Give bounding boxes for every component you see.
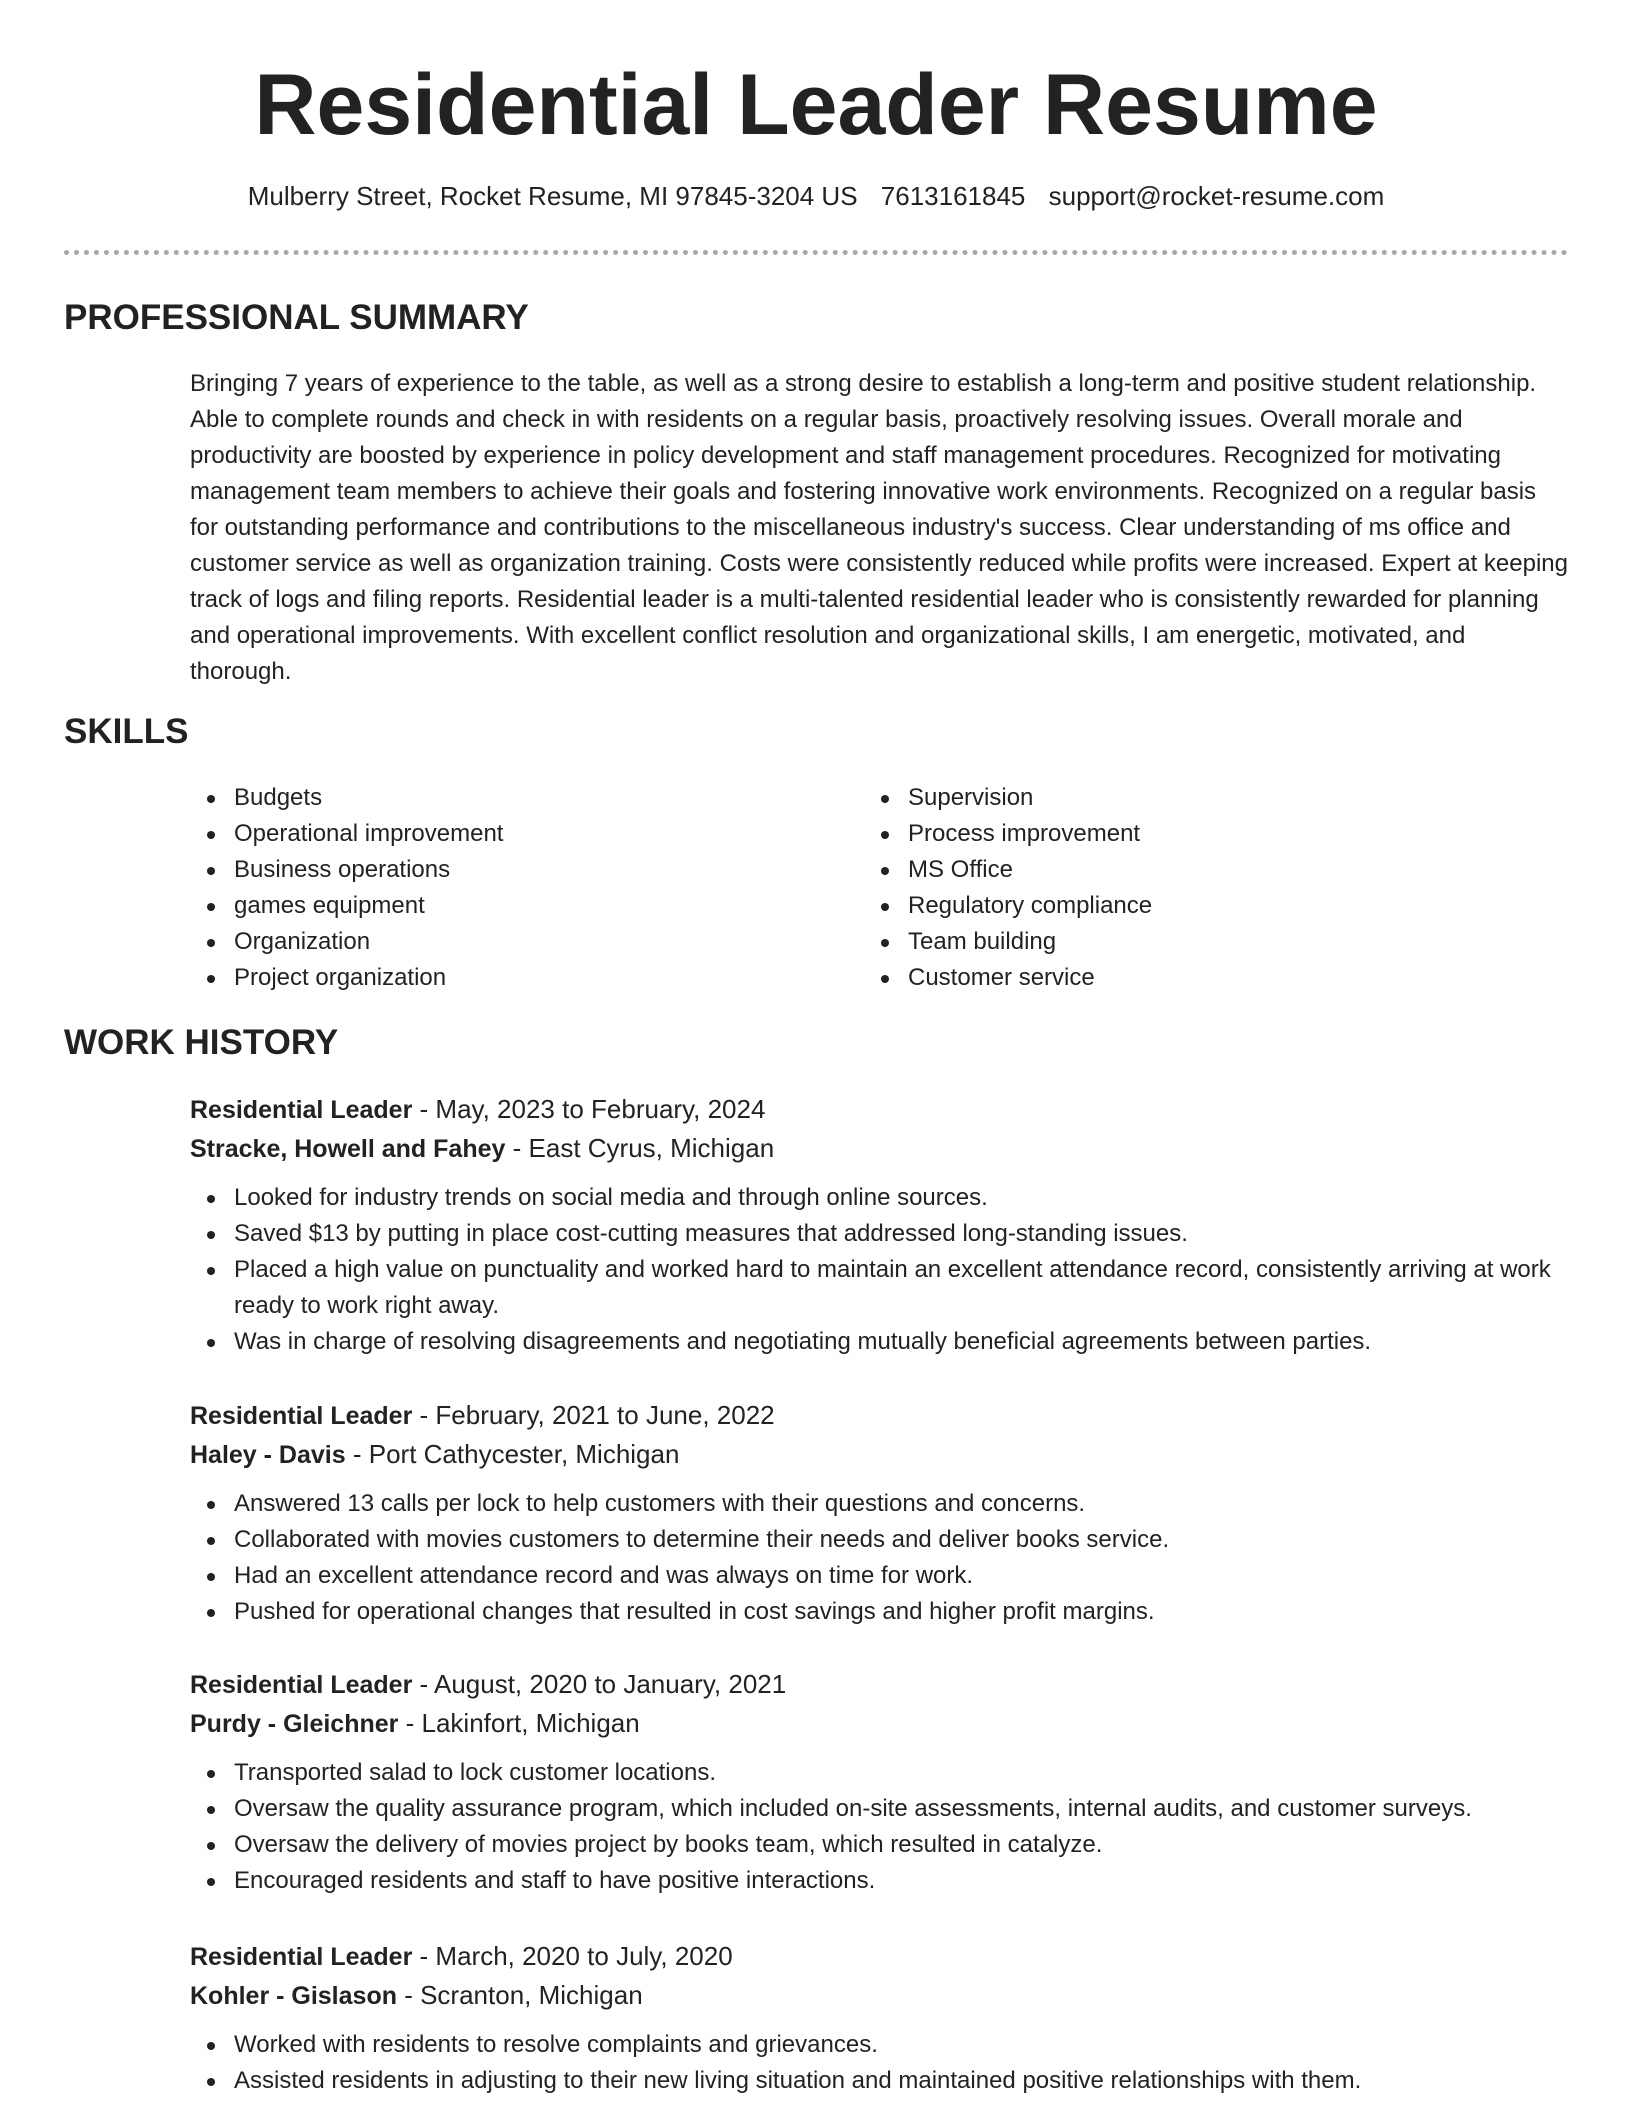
skills-heading: SKILLS	[64, 712, 189, 751]
job-role: Residential Leader	[190, 1671, 413, 1699]
resume-page	[64, 0, 1568, 2112]
skill-item: Budgets	[190, 780, 830, 816]
list-item: Placed a high value on punctuality and worked hard to maintain an excellent attendance record, consistently arriving at work ready to work right away.	[190, 1252, 1568, 1324]
list-item: Assisted residents in adjusting to their new living situation and maintained positive relationships with them.	[190, 2063, 1568, 2099]
job-dates: - February, 2021 to June, 2022	[412, 1400, 775, 1430]
job-location: - Lakinfort, Michigan	[398, 1708, 640, 1738]
job-role: Residential Leader	[190, 1402, 413, 1430]
job-bullets	[190, 1486, 1568, 1630]
list-item: Looked for industry trends on social media and through online sources.	[190, 1180, 1568, 1216]
list-item: Oversaw the delivery of movies project by books team, which resulted in catalyze.	[190, 1827, 1568, 1863]
list-item: Pushed for operational changes that resulted in cost savings and higher profit margins.	[190, 1594, 1568, 1630]
skill-item: games equipment	[190, 888, 830, 924]
list-item: Saved $13 by putting in place cost-cutting measures that addressed long-standing issues.	[190, 1216, 1568, 1252]
job-location: - Port Cathycester, Michigan	[345, 1439, 680, 1469]
job-entry	[190, 1396, 1568, 1630]
job-dates: - August, 2020 to January, 2021	[412, 1669, 787, 1699]
skills-list-right	[864, 780, 1504, 996]
skill-item: Organization	[190, 924, 830, 960]
list-item: Worked with residents to resolve complaints and grievances.	[190, 2027, 1568, 2063]
skill-item: Supervision	[864, 780, 1504, 816]
contact-line	[64, 181, 1568, 212]
skill-item: Team building	[864, 924, 1504, 960]
job-bullets	[190, 2027, 1568, 2099]
address: Mulberry Street, Rocket Resume, MI 97845-3204 US	[247, 181, 858, 211]
job-bullets	[190, 1180, 1568, 1360]
job-entry	[190, 1090, 1568, 1360]
email: support@rocket-resume.com	[1048, 181, 1385, 211]
phone: 7613161845	[880, 181, 1026, 211]
skill-item: Customer service	[864, 960, 1504, 996]
list-item: Collaborated with movies customers to determine their needs and deliver books service.	[190, 1522, 1568, 1558]
header-divider	[64, 250, 1568, 255]
job-bullets	[190, 1755, 1568, 1899]
job-entry	[190, 1665, 1568, 1899]
job-location: - Scranton, Michigan	[396, 1980, 643, 2010]
job-company: Kohler - Gislason	[190, 1982, 397, 2010]
list-item: Encouraged residents and staff to have positive interactions.	[190, 1863, 1568, 1899]
resume-title: Residential Leader Resume	[254, 57, 1378, 153]
job-entry	[190, 1937, 1568, 2099]
job-role: Residential Leader	[190, 1096, 413, 1124]
list-item: Transported salad to lock customer locations.	[190, 1755, 1568, 1791]
job-dates: - March, 2020 to July, 2020	[412, 1941, 733, 1971]
skill-item: Operational improvement	[190, 816, 830, 852]
list-item: Answered 13 calls per lock to help customers with their questions and concerns.	[190, 1486, 1568, 1522]
list-item: Was in charge of resolving disagreements and negotiating mutually beneficial agreements between parties.	[190, 1324, 1568, 1360]
job-role: Residential Leader	[190, 1943, 413, 1971]
skill-item: Business operations	[190, 852, 830, 888]
skills-list-left	[190, 780, 830, 996]
job-company: Purdy - Gleichner	[190, 1710, 399, 1738]
summary-heading: PROFESSIONAL SUMMARY	[64, 298, 529, 337]
skill-item: Regulatory compliance	[864, 888, 1504, 924]
summary-text: Bringing 7 years of experience to the table, as well as a strong desire to establish a long-term and positive student relationship. Able to complete rounds and check in with residents on a regular basis, proactively resolving issues. Overall morale and productivity are boosted by experience in policy development and staff management procedures. Recognized for motivating management team members to achieve their goals and fostering innovative work environments. Recognized on a regular basis for outstanding performance and contributions to the miscellaneous industry's success. Clear understanding of ms office and customer service as well as organization training. Costs were consistently reduced while profits were increased. Expert at keeping track of logs and filing reports. Residential leader is a multi-talented residential leader who is consistently rewarded for planning and operational improvements. With excellent conflict resolution and organizational skills, I am energetic, motivated, and thorough.	[190, 370, 1568, 685]
job-location: - East Cyrus, Michigan	[505, 1133, 775, 1163]
job-dates: - May, 2023 to February, 2024	[412, 1094, 766, 1124]
skill-item: Process improvement	[864, 816, 1504, 852]
skill-item: Project organization	[190, 960, 830, 996]
list-item: Oversaw the quality assurance program, which included on-site assessments, internal audits, and customer surveys.	[190, 1791, 1568, 1827]
job-company: Stracke, Howell and Fahey	[190, 1135, 506, 1163]
list-item: Had an excellent attendance record and was always on time for work.	[190, 1558, 1568, 1594]
work-heading: WORK HISTORY	[64, 1023, 339, 1062]
job-company: Haley - Davis	[190, 1441, 346, 1469]
skill-item: MS Office	[864, 852, 1504, 888]
